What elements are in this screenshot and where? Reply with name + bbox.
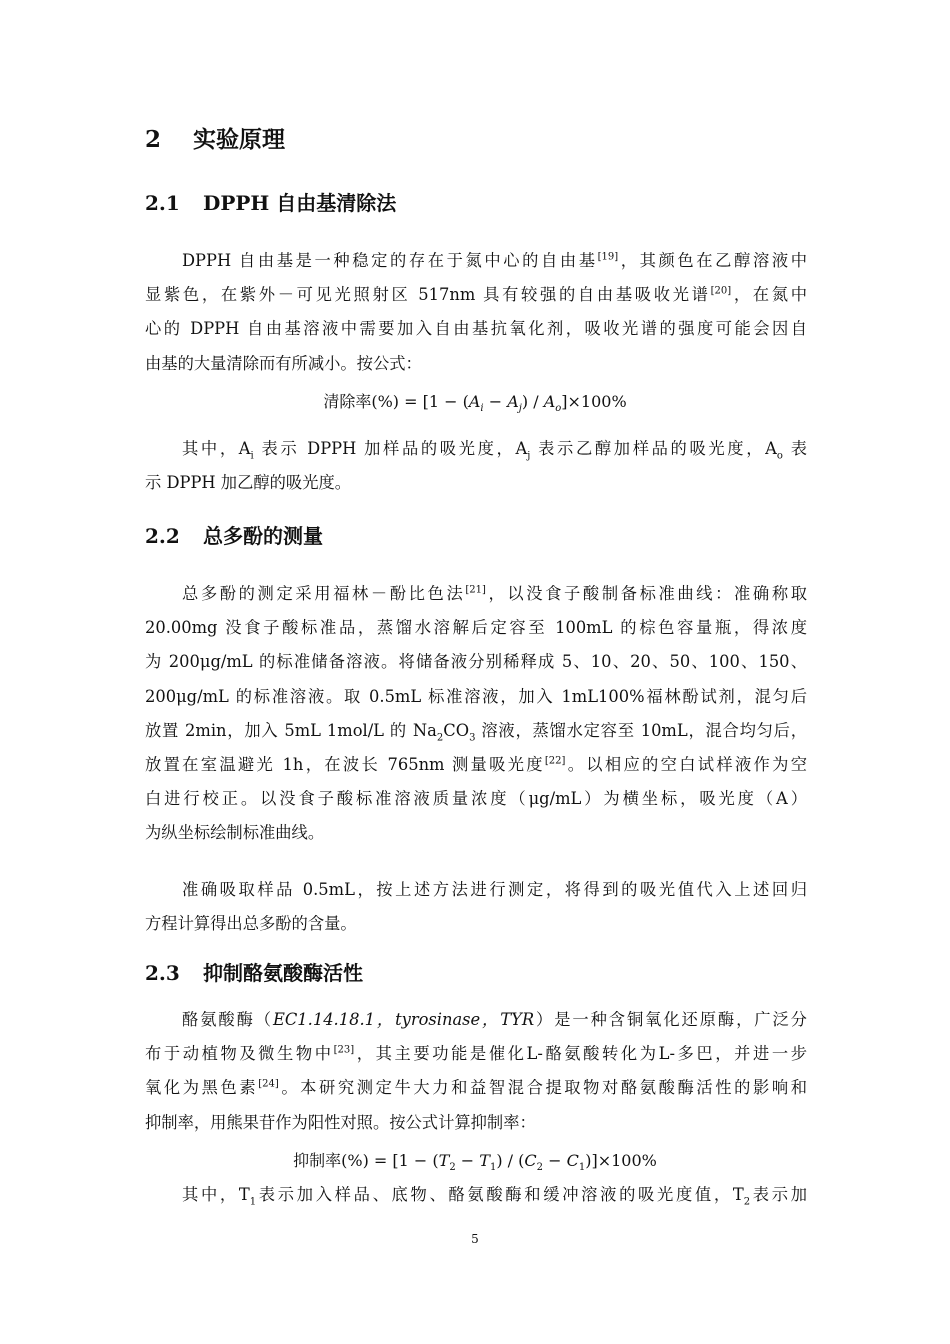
text-line: 200μg/mL 的标准溶液。取 0.5mL 标准溶液，加入 1mL100%福林酚试剂，混匀后 bbox=[145, 686, 807, 706]
text-line: 心的 DPPH 自由基溶液中需要加入自由基抗氧化剂，吸收光谱的强度可能会因自 bbox=[145, 319, 807, 339]
text-line: 总多酚的测定采用福林－酚比色法[21]，以没食子酸制备标准曲线：准确称取 bbox=[182, 584, 807, 603]
section-heading-2 bbox=[145, 124, 285, 156]
text-line: 布于动植物及微生物中[23]，其主要功能是催化L-酪氨酸转化为L-多巴，并进一步 bbox=[145, 1044, 807, 1064]
formula-scavenging-rate: 清除率(%) = $[1 - (A_i - A_j) / A_o]\times 100\%$ bbox=[323, 392, 627, 415]
text-line: 显紫色，在紫外－可见光照射区 517nm 具有较强的自由基吸收光谱[20]，在氮中 bbox=[145, 285, 807, 305]
formula-inhibition-rate: 抑制率(%) = $[1 - (T_2 - T_1) / (C_2 - C_1)]\times 100\%$ bbox=[293, 1151, 657, 1174]
text-line: 白进行校正。以没食子酸标准溶液质量浓度（μg/mL）为横坐标，吸光度（A） bbox=[145, 789, 807, 809]
page-number: 5 bbox=[471, 1232, 479, 1246]
section-heading-2-2 bbox=[145, 521, 323, 551]
paragraph-dpph-intro bbox=[145, 244, 807, 381]
paragraph-tyrosinase-intro bbox=[145, 1003, 807, 1140]
section-title: DPPH 自由基清除法 bbox=[203, 191, 397, 215]
text-line: 为纵坐标绘制标准曲线。 bbox=[145, 823, 325, 843]
section-heading-2-3 bbox=[145, 958, 363, 988]
text-line: 准确吸取样品 0.5mL，按上述方法进行测定，将得到的吸光值代入上述回归 bbox=[182, 880, 807, 899]
text-line: 示 DPPH 加乙醇的吸光度。 bbox=[145, 473, 352, 493]
text-line: DPPH 自由基是一种稳定的存在于氮中心的自由基[19]，其颜色在乙醇溶液中 bbox=[182, 251, 807, 270]
paragraph-polyphenol-method bbox=[145, 577, 807, 851]
section-title: 抑制酪氨酸酶活性 bbox=[203, 961, 363, 985]
paragraph-polyphenol-sample bbox=[145, 873, 807, 941]
text-line: 为 200μg/mL 的标准储备溶液。将储备液分别稀释成 5、10、20、50、100、150、 bbox=[145, 652, 807, 672]
text-line: 抑制率，用熊果苷作为阳性对照。按公式计算抑制率： bbox=[145, 1112, 536, 1132]
section-title: 总多酚的测量 bbox=[203, 524, 323, 548]
text-line: 放置在室温避光 1h，在波长 765nm 测量吸光度[22]。以相应的空白试样液作为空 bbox=[145, 755, 807, 775]
section-number: 2.1 bbox=[145, 191, 180, 215]
section-number: 2 bbox=[145, 126, 162, 153]
text-line: 20.00mg 没食子酸标准品，蒸馏水溶解后定容至 100mL 的棕色容量瓶，得浓度 bbox=[145, 618, 807, 638]
section-heading-2-1 bbox=[145, 188, 396, 218]
paragraph-tyrosinase-definitions bbox=[145, 1178, 807, 1212]
text-line: 方程计算得出总多酚的含量。 bbox=[145, 914, 357, 934]
section-number: 2.3 bbox=[145, 961, 180, 985]
section-number: 2.2 bbox=[145, 524, 180, 548]
text-line: 氧化为黑色素[24]。本研究测定牛大力和益智混合提取物对酪氨酸酶活性的影响和 bbox=[145, 1078, 807, 1098]
section-title: 实验原理 bbox=[193, 126, 285, 153]
paragraph-dpph-definitions bbox=[145, 432, 807, 500]
text-line: 酪氨酸酶（EC1.14.18.1，tyrosinase，TYR）是一种含铜氧化还原酶，广泛分 bbox=[182, 1010, 807, 1029]
text-line: 由基的大量清除而有所减小。按公式： bbox=[145, 353, 422, 373]
text-line: 其中，$A_i$ 表示 DPPH 加样品的吸光度，$A_j$ 表示乙醇加样品的吸光度，$A_o$ 表 bbox=[182, 439, 807, 462]
text-line: 其中，$T_1$表示加入样品、底物、酪氨酸酶和缓冲溶液的吸光度值，$T_2$表示加 bbox=[182, 1185, 807, 1208]
text-line: 放置 2min，加入 5mL 1mol/L 的 $Na_2CO_3$ 溶液，蒸馏水定容至 10mL，混合均匀后， bbox=[145, 720, 807, 744]
